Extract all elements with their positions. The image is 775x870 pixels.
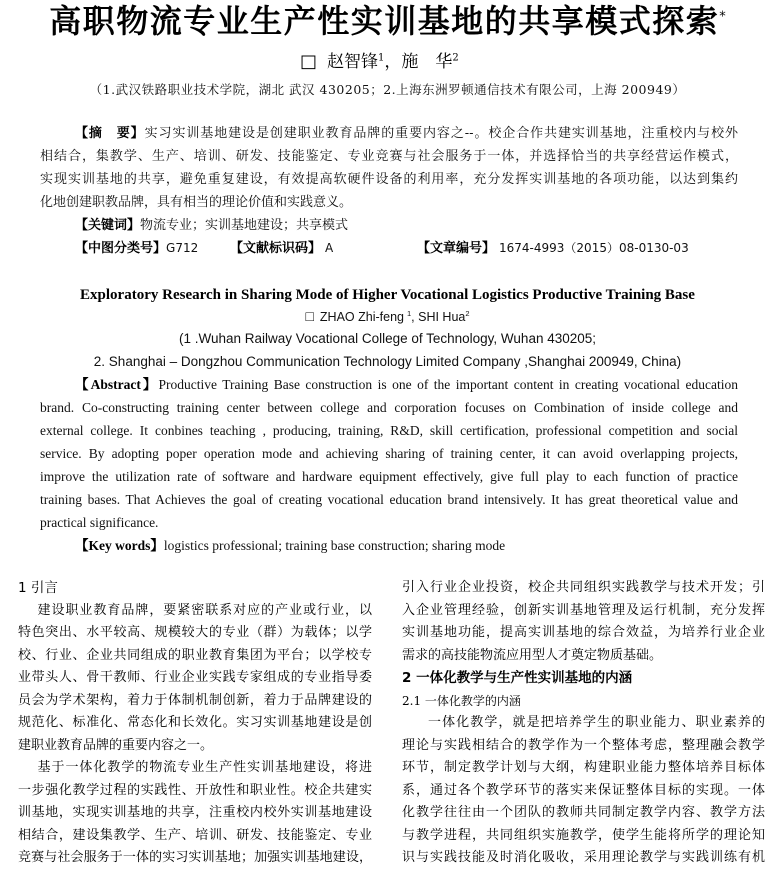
abstract-cn-line xyxy=(40,122,738,145)
paper-title-en: Exploratory Research in Sharing Mode of Higher Vocational Logistics Productive Training Base xyxy=(80,287,695,303)
body-line: 系，通过各个教学环节的落实来保证整体目标的实现。一体 xyxy=(402,782,765,798)
body-line: 入企业管理经验，创新实训基地管理及运行机制，充分发挥 xyxy=(402,602,765,618)
abstract-en xyxy=(40,373,738,557)
keywords-cn-text: 物流专业；实训基地建设；共享模式 xyxy=(140,218,349,233)
abstract-cn-line: 化地创建职教品牌，具有相当的理论价值和实践意义。 xyxy=(40,195,353,210)
body-line: 环节，制定教学计划与大纲，构建职业能力整体培养目标体 xyxy=(402,760,765,775)
affiliation-en-line: (1 .Wuhan Railway Vocational College of Technology, Wuhan 430205; xyxy=(178,331,597,346)
body-line: 与教学进程，共同组织实施教学，使学生能将所学的理论知 xyxy=(402,827,765,843)
keywords-cn xyxy=(40,214,738,237)
author-name: ZHAO Zhi-feng xyxy=(319,310,404,324)
abstract-en-line: improve the utilization rate of software and hardware equipment effectively, give full play to each function of practice xyxy=(40,469,738,484)
body-line: 化教学往往由一个团队的教师共同制定教学内容、教学方法 xyxy=(402,805,765,820)
article-number-value: 1674-4993（2015）08-0130-03 xyxy=(499,241,689,255)
author-affil-number: 2 xyxy=(465,308,470,318)
keywords-cn-label: 【关键词】 xyxy=(75,218,141,233)
abstract-cn-label: 【摘 要】 xyxy=(75,126,145,141)
body-column-left xyxy=(18,577,372,870)
keywords-en xyxy=(40,534,738,557)
abstract-en-line: external college. It conbines teaching , producing, training, R&D, skill certification, professional competition and social xyxy=(40,423,738,438)
body-line: 建职业教育品牌的重要内容之一。 xyxy=(18,737,214,753)
keywords-en-label: 【Key words】 xyxy=(75,538,164,553)
body-line: 训基地，实现实训基地的共享，注重校内校外实训基地建设 xyxy=(18,805,372,820)
abstract-cn-text: 实习实训基地建设是创建职业教育品牌的重要内容之--。校企合作共建实训基地，注重校内与校外 xyxy=(144,126,738,141)
abstract-cn-line: 实现实训基地的共享，避免重复建设，有效提高软硬件设备的利用率，充分发挥实训基地的各项功能，以达到集约 xyxy=(40,172,738,187)
section-heading: 2 一体化教学与生产性实训基地的内涵 xyxy=(402,670,633,686)
author-affil-number: 2 xyxy=(452,52,459,64)
abstract-en-text: Productive Training Base construction is one of the important content in creating vocational education xyxy=(158,377,738,392)
body-line: 理论与实践相结合的教学作为一个整体考虑，整理融会教学 xyxy=(402,737,765,753)
abstract-cn-line: 相结合，集教学、生产、培训、研发、技能鉴定、专业竞赛与社会服务于一体，并选择恰当的共享经营运作模式， xyxy=(40,149,738,164)
abstract-en-line xyxy=(40,373,738,396)
subsection-heading: 2.1 一体化教学的内涵 xyxy=(402,693,521,708)
body-line: 基于一体化教学的物流专业生产性实训基地建设，将进 xyxy=(37,760,372,775)
abstract-en-line: service. By adopting poper operation mode and achieving sharing of training center, it can avoid overlapping projects, xyxy=(40,446,738,461)
body-line: 实训基地功能，提高实训基地的综合效益，为培养行业企业 xyxy=(402,625,765,640)
clc-value: G712 xyxy=(166,241,199,255)
abstract-cn xyxy=(40,122,738,260)
body-line: 引入行业企业投资，校企共同组织实践教学与技术开发；引 xyxy=(402,580,765,595)
body-line: 竞赛与社会服务于一体的实习实训基地；加强实训基地建设， xyxy=(18,850,372,865)
author-separator: ， xyxy=(384,52,402,72)
author-marker-square: □ xyxy=(305,308,314,324)
body-line: 建设职业教育品牌，要紧密联系对应的产业或行业，以 xyxy=(37,602,372,618)
author-separator: , xyxy=(411,310,415,324)
document-code xyxy=(230,237,417,260)
body-line: 一体化教学，就是把培养学生的职业能力、职业素养的 xyxy=(428,715,765,730)
body-line: 员会为学术架构，着力于体制机制创新，着力于品牌建设的 xyxy=(18,692,372,708)
clc-number xyxy=(75,237,230,260)
title-footnote-mark: * xyxy=(719,9,726,25)
author-line-cn xyxy=(300,50,459,74)
body-column-right xyxy=(402,577,765,870)
abstract-en-line: brand. Co-constructing training center between college and corporation focuses on Combination of inside college and xyxy=(40,400,738,415)
affiliation-en-line: 2. Shanghai – Dongzhou Communication Technology Limited Company ,Shanghai 200949, China) xyxy=(93,354,682,369)
author-affil-number: 1 xyxy=(406,308,412,318)
affiliation-en xyxy=(0,327,775,373)
clc-label: 【中图分类号】 xyxy=(75,241,167,256)
author-affil-number: 1 xyxy=(378,52,385,64)
affiliation-cn: （1.武汉铁路职业技术学院，湖北 武汉 430205；2.上海东洲罗顿通信技术有限公司，上海 200949） xyxy=(89,82,686,97)
abstract-en-line: practical significance. xyxy=(40,515,159,530)
paper-title-cn xyxy=(0,2,775,40)
body-line: 一步强化教学过程的实践性、开放性和职业性。校企共建实 xyxy=(18,782,372,798)
body-line: 规范化、标准化、常态化和长效化。实习实训基地建设是创 xyxy=(18,715,372,730)
body-line: 需求的高技能物流应用型人才奠定物质基础。 xyxy=(402,647,663,663)
author-marker-square: □ xyxy=(300,51,318,72)
author-name: SHI Hua xyxy=(418,310,466,324)
abstract-en-line: training bases. That Achieves the goal of creating vocational education brand intensively. It has great theoretical value and xyxy=(40,492,738,507)
body-line: 识与实践技能及时消化吸收，采用理论教学与实践训练有机 xyxy=(402,850,765,865)
author-name: 施 华 xyxy=(401,52,453,72)
body-line: 业带头人、骨干教师、行业企业实践专家组成的专业指导委 xyxy=(18,670,372,685)
document-code-label: 【文献标识码】 xyxy=(230,241,322,256)
body-line: 校、行业、企业共同组成的职业教育集团为平台；以学校专 xyxy=(18,647,372,663)
author-name: 赵智锋 xyxy=(327,52,379,72)
abstract-en-label: 【Abstract】 xyxy=(75,377,159,392)
article-number xyxy=(417,237,689,260)
author-line-en xyxy=(0,305,775,328)
section-heading: 1 引言 xyxy=(18,580,58,596)
body-line: 特色突出、水平较高、规模较大的专业（群）为载体；以学 xyxy=(18,625,372,640)
title-text: 高职物流专业生产性实训基地的共享模式探索 xyxy=(49,2,720,40)
body-line: 相结合，建设集教学、生产、培训、研发、技能鉴定、专业 xyxy=(18,827,372,843)
document-code-value: A xyxy=(325,241,334,255)
keywords-en-text: logistics professional; training base construction; sharing mode xyxy=(163,538,506,553)
article-number-label: 【文章编号】 xyxy=(417,241,496,256)
classification-line xyxy=(40,237,738,260)
